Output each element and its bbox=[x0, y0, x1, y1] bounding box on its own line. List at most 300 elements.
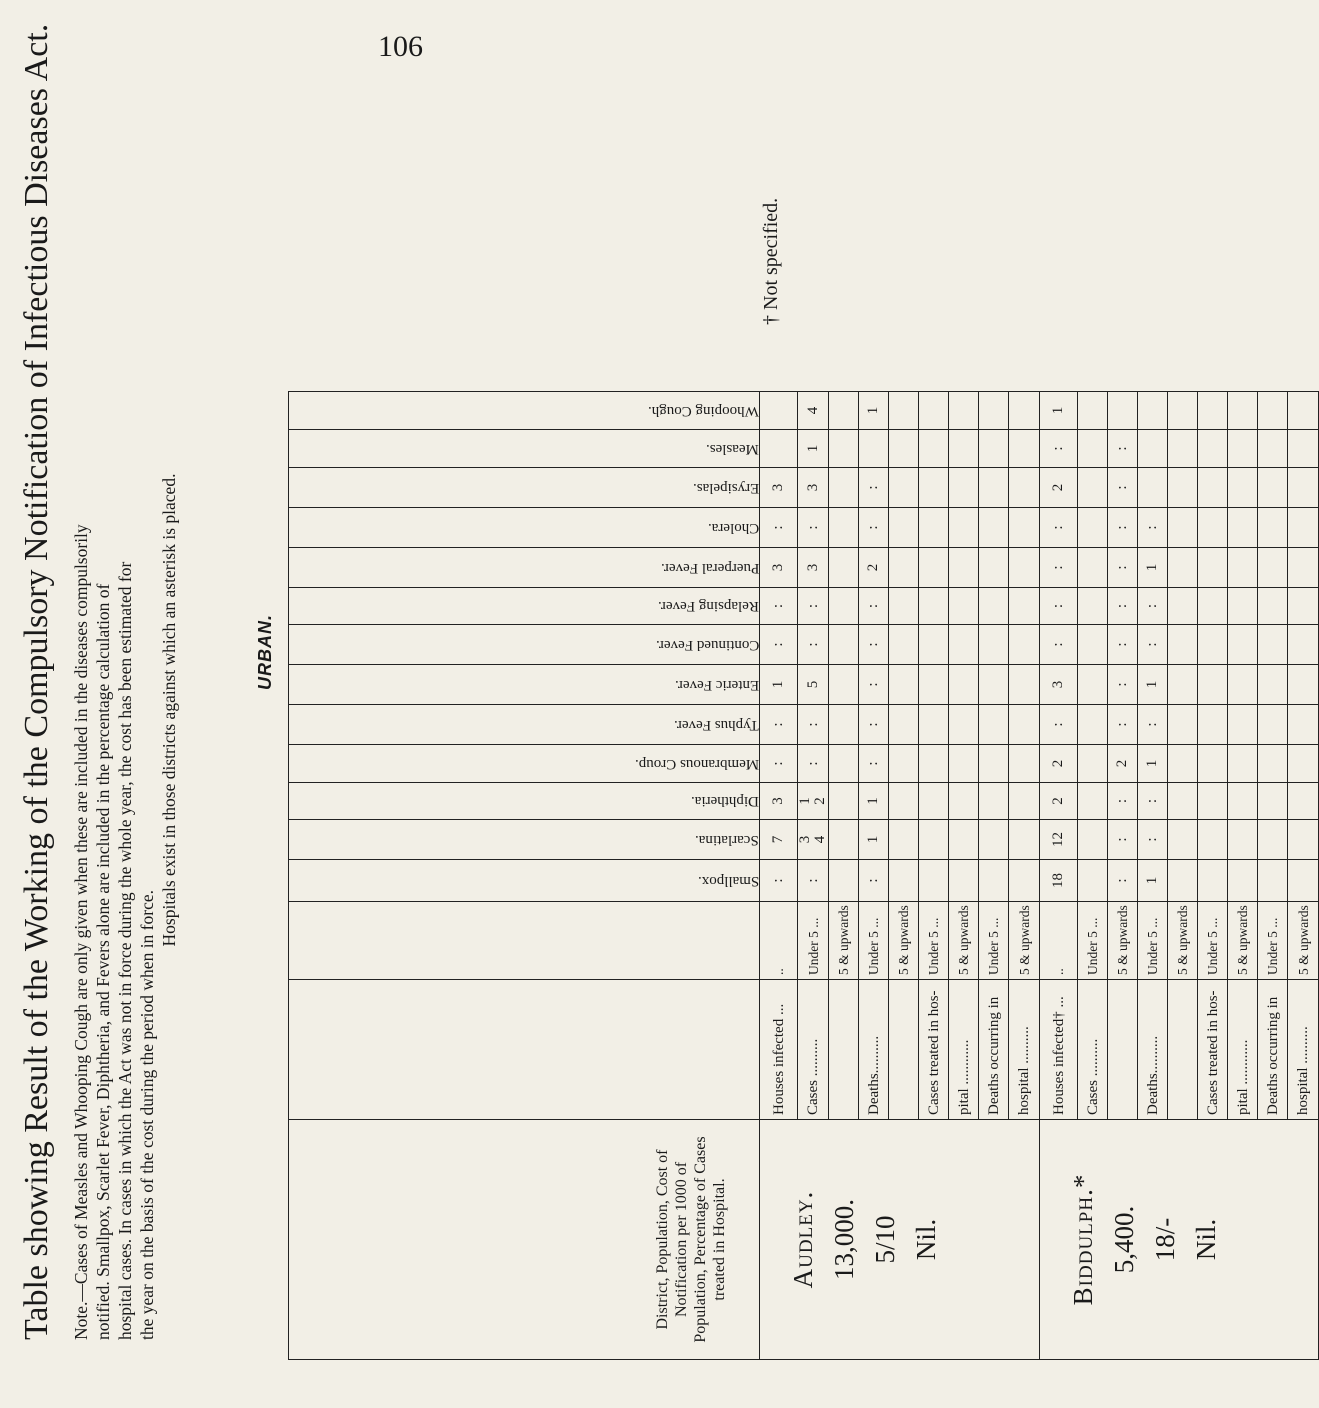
value-cell bbox=[919, 665, 949, 705]
cell-value: 5 bbox=[804, 680, 821, 689]
value-cell bbox=[1138, 783, 1168, 820]
value-cell bbox=[1078, 508, 1108, 548]
value-cell bbox=[1040, 783, 1078, 820]
value-cell bbox=[1009, 508, 1040, 548]
note-line: notified. Smallpox, Scarlet Fever, Diphtheria, and Fevers alone are included in the percentage calculation of bbox=[93, 583, 113, 1340]
age-group: 5 & upwards bbox=[1009, 902, 1040, 980]
value-cell bbox=[829, 548, 859, 588]
cell-value: 3 bbox=[770, 563, 786, 572]
value-cell bbox=[798, 625, 829, 665]
note-line: the year on the basis of the cost during the period when in force. bbox=[137, 889, 157, 1340]
value-cell bbox=[949, 783, 979, 820]
value-cell bbox=[1040, 588, 1078, 625]
value-cell bbox=[919, 588, 949, 625]
value-cell bbox=[798, 392, 829, 430]
cell-value: 1 bbox=[804, 444, 821, 453]
value-cell bbox=[1168, 705, 1198, 745]
value-cell bbox=[1108, 705, 1138, 745]
value-cell bbox=[1009, 745, 1040, 783]
cell-value: 1 bbox=[1144, 876, 1160, 885]
value-cell bbox=[829, 625, 859, 665]
age-group: 5 & upwards bbox=[1228, 902, 1258, 980]
value-cell bbox=[919, 745, 949, 783]
value-cell bbox=[829, 820, 859, 860]
value-cell bbox=[1040, 430, 1078, 468]
disease-name: Enteric Fever. bbox=[674, 677, 759, 693]
value-cell bbox=[919, 468, 949, 508]
value-cell bbox=[1258, 392, 1288, 430]
disease-column-header bbox=[289, 392, 760, 430]
value-cell bbox=[1138, 625, 1168, 665]
value-cell bbox=[798, 468, 829, 508]
value-cell bbox=[798, 548, 829, 588]
value-cell bbox=[889, 820, 919, 860]
row-label: pital ............ bbox=[949, 980, 979, 1120]
age-group: Under 5 ... bbox=[1198, 902, 1228, 980]
value-cell bbox=[1009, 430, 1040, 468]
value-cell bbox=[1040, 625, 1078, 665]
value-cell bbox=[1138, 392, 1168, 430]
value-cell bbox=[889, 860, 919, 902]
value-cell bbox=[949, 625, 979, 665]
value-cell bbox=[1108, 392, 1138, 430]
value-cell bbox=[1138, 705, 1168, 745]
cell-value: : bbox=[865, 603, 881, 609]
value-cell bbox=[798, 430, 829, 468]
row-label: pital ............ bbox=[1228, 980, 1258, 1120]
value-cell bbox=[798, 665, 829, 705]
row-label: hospital .......... bbox=[1009, 980, 1040, 1120]
value-cell bbox=[1078, 625, 1108, 665]
value-cell bbox=[1228, 860, 1258, 902]
value-cell bbox=[798, 508, 829, 548]
value-cell bbox=[1009, 548, 1040, 588]
district-value: 5/10 bbox=[870, 1215, 900, 1264]
value-cell bbox=[760, 705, 798, 745]
value-cell bbox=[829, 665, 859, 705]
cell-value: : bbox=[865, 761, 881, 766]
value-cell bbox=[889, 665, 919, 705]
value-cell bbox=[1228, 745, 1258, 783]
value-cell bbox=[979, 392, 1009, 430]
value-cell bbox=[1288, 588, 1319, 625]
cell-value: : bbox=[1050, 565, 1066, 570]
value-cell bbox=[1108, 745, 1138, 783]
disease-column-header bbox=[289, 745, 760, 783]
value-cell bbox=[1258, 588, 1288, 625]
value-cell bbox=[919, 392, 949, 430]
age-group: 5 & upwards bbox=[1288, 902, 1319, 980]
value-cell bbox=[760, 468, 798, 508]
value-cell bbox=[1198, 468, 1228, 508]
value-cell bbox=[798, 588, 829, 625]
cell-value: 4 bbox=[804, 406, 821, 415]
value-cell bbox=[1288, 705, 1319, 745]
value-cell bbox=[949, 820, 979, 860]
value-cell bbox=[1078, 745, 1108, 783]
value-cell bbox=[1009, 468, 1040, 508]
value-cell bbox=[859, 588, 889, 625]
value-cell bbox=[889, 705, 919, 745]
value-cell bbox=[1168, 820, 1198, 860]
cell-value: : bbox=[804, 525, 821, 530]
value-cell bbox=[1040, 548, 1078, 588]
value-cell bbox=[829, 468, 859, 508]
value-cell bbox=[1198, 625, 1228, 665]
cell-value: 2 bbox=[1050, 797, 1066, 805]
value-cell bbox=[1040, 392, 1078, 430]
cell-value: : bbox=[1114, 603, 1130, 609]
value-cell bbox=[1228, 468, 1258, 508]
age-group: Under 5 ... bbox=[798, 902, 829, 980]
value-cell bbox=[1228, 548, 1258, 588]
cell-value: : bbox=[1050, 446, 1066, 451]
cell-value: 2 bbox=[812, 797, 828, 805]
value-cell bbox=[859, 820, 889, 860]
value-cell bbox=[949, 665, 979, 705]
cell-value: 2 bbox=[865, 563, 881, 572]
value-cell bbox=[1040, 508, 1078, 548]
district-value: 5,400. bbox=[1109, 1205, 1139, 1274]
value-cell bbox=[859, 508, 889, 548]
value-cell bbox=[1108, 588, 1138, 625]
value-cell bbox=[1168, 783, 1198, 820]
value-cell bbox=[859, 430, 889, 468]
table-title: Table showing Result of the Working of the Compulsory Notification of Infectious Diseases Act. bbox=[18, 23, 55, 1340]
value-cell bbox=[949, 430, 979, 468]
row-label: Deaths occurring in bbox=[979, 980, 1009, 1120]
value-cell bbox=[760, 745, 798, 783]
disease-column-header bbox=[289, 468, 760, 508]
value-cell bbox=[919, 548, 949, 588]
cell-value: : bbox=[770, 525, 786, 530]
row-label: Cases .......... bbox=[798, 980, 829, 1120]
value-cell bbox=[1009, 625, 1040, 665]
value-cell bbox=[1138, 745, 1168, 783]
value-cell bbox=[979, 468, 1009, 508]
disease-column-header bbox=[289, 625, 760, 665]
district-value: Nil. bbox=[1191, 1218, 1221, 1261]
value-cell bbox=[1288, 625, 1319, 665]
value-cell bbox=[979, 625, 1009, 665]
value-cell bbox=[829, 705, 859, 745]
district-value: 18/- bbox=[1150, 1217, 1180, 1262]
value-cell bbox=[979, 820, 1009, 860]
cell-value: 2 bbox=[1050, 483, 1066, 492]
value-cell bbox=[919, 508, 949, 548]
value-cell bbox=[1168, 548, 1198, 588]
value-cell bbox=[1228, 705, 1258, 745]
disease-column-header bbox=[289, 588, 760, 625]
value-cell bbox=[979, 430, 1009, 468]
item-header bbox=[289, 980, 760, 1120]
value-cell bbox=[1168, 392, 1198, 430]
value-cell bbox=[1138, 588, 1168, 625]
age-group: Under 5 ... bbox=[1258, 902, 1288, 980]
age-group: 5 & upwards bbox=[1168, 902, 1198, 980]
value-cell bbox=[1040, 820, 1078, 860]
row-label bbox=[829, 980, 859, 1120]
value-cell bbox=[1288, 508, 1319, 548]
value-cell bbox=[889, 508, 919, 548]
value-cell bbox=[1138, 820, 1168, 860]
value-cell bbox=[1138, 430, 1168, 468]
cell-value: : bbox=[804, 722, 821, 727]
row-label: Cases treated in hos- bbox=[919, 980, 949, 1120]
disease-name: Relapsing Fever. bbox=[658, 598, 759, 615]
value-cell bbox=[760, 783, 798, 820]
district-header: District, Population, Cost of Notification per 1000 of Population, Percentage of Cases treated in Hospital. bbox=[289, 1120, 760, 1360]
row-label: hospital .......... bbox=[1288, 980, 1319, 1120]
value-cell bbox=[1108, 430, 1138, 468]
disease-column-header bbox=[289, 665, 760, 705]
value-cell bbox=[1108, 820, 1138, 860]
value-cell bbox=[760, 625, 798, 665]
value-cell bbox=[979, 508, 1009, 548]
value-cell bbox=[829, 860, 859, 902]
value-cell bbox=[1040, 468, 1078, 508]
value-cell bbox=[1168, 430, 1198, 468]
value-cell bbox=[1078, 430, 1108, 468]
value-cell bbox=[1009, 392, 1040, 430]
cell-value: : bbox=[1144, 603, 1160, 609]
note-line: hospital cases. In cases in which the Act was not in force during the whole year, the cost has been estimated for bbox=[115, 561, 135, 1340]
value-cell bbox=[1108, 468, 1138, 508]
cell-value: : bbox=[1114, 642, 1130, 647]
value-cell bbox=[1288, 392, 1319, 430]
value-cell bbox=[1258, 625, 1288, 665]
disease-column-header bbox=[289, 548, 760, 588]
value-cell bbox=[1009, 588, 1040, 625]
cell-value: : bbox=[1144, 837, 1160, 842]
note-line: Note.—Cases of Measles and Whooping Cough are only given when these are included in the diseases compulsorily bbox=[71, 524, 91, 1340]
value-cell bbox=[798, 705, 829, 745]
cell-value: : bbox=[1114, 837, 1130, 842]
value-cell bbox=[798, 745, 829, 783]
cell-value: 3 bbox=[804, 563, 821, 572]
value-cell bbox=[949, 508, 979, 548]
value-cell bbox=[889, 468, 919, 508]
value-cell bbox=[979, 705, 1009, 745]
value-cell bbox=[1009, 820, 1040, 860]
value-cell bbox=[1138, 508, 1168, 548]
disease-name: Diphtheria. bbox=[691, 793, 759, 810]
cell-value: : bbox=[1114, 485, 1130, 490]
value-cell bbox=[829, 783, 859, 820]
cell-value: 1 bbox=[1144, 680, 1160, 689]
value-cell bbox=[1078, 665, 1108, 705]
value-cell bbox=[859, 705, 889, 745]
value-cell bbox=[859, 665, 889, 705]
value-cell bbox=[1258, 548, 1288, 588]
cell-value: 18 bbox=[1050, 873, 1066, 888]
age-group: 5 & upwards bbox=[889, 902, 919, 980]
age-group: Under 5 ... bbox=[859, 902, 889, 980]
value-cell bbox=[1198, 745, 1228, 783]
district-name: Biddulph.* bbox=[1068, 1173, 1098, 1306]
district-cell bbox=[760, 1120, 1040, 1360]
value-cell bbox=[760, 588, 798, 625]
value-cell bbox=[1258, 665, 1288, 705]
value-cell bbox=[1009, 860, 1040, 902]
value-cell bbox=[919, 860, 949, 902]
disease-column-header bbox=[289, 820, 760, 860]
value-cell bbox=[949, 588, 979, 625]
cell-value: 12 bbox=[1050, 832, 1066, 847]
cell-value: 1 bbox=[797, 797, 813, 805]
value-cell bbox=[949, 860, 979, 902]
value-cell bbox=[889, 430, 919, 468]
value-cell bbox=[760, 508, 798, 548]
value-cell bbox=[1288, 430, 1319, 468]
page-number: 106 bbox=[378, 30, 423, 63]
value-cell bbox=[829, 430, 859, 468]
value-cell bbox=[859, 468, 889, 508]
value-cell bbox=[1258, 783, 1288, 820]
cell-value: 3 bbox=[797, 835, 813, 844]
cell-value: : bbox=[770, 722, 786, 727]
disease-column-header bbox=[289, 705, 760, 745]
value-cell bbox=[760, 548, 798, 588]
cell-value: 1 bbox=[1144, 563, 1160, 572]
age-group: 5 & upwards bbox=[829, 902, 859, 980]
value-cell bbox=[979, 588, 1009, 625]
cell-value: : bbox=[1114, 525, 1130, 530]
cell-value: : bbox=[770, 878, 786, 883]
disease-name: Scarlatina. bbox=[695, 832, 759, 848]
cell-value: : bbox=[1114, 682, 1130, 687]
value-cell bbox=[1138, 860, 1168, 902]
value-cell bbox=[1228, 665, 1258, 705]
value-cell bbox=[979, 745, 1009, 783]
cell-value: : bbox=[1050, 722, 1066, 727]
value-cell bbox=[859, 548, 889, 588]
value-cell bbox=[1228, 508, 1258, 548]
value-cell bbox=[1108, 548, 1138, 588]
value-cell bbox=[829, 392, 859, 430]
cell-value: 1 bbox=[770, 680, 786, 689]
value-cell bbox=[798, 860, 829, 902]
cell-value: : bbox=[1050, 603, 1066, 609]
value-cell bbox=[979, 548, 1009, 588]
age-group: 5 & upwards bbox=[1108, 902, 1138, 980]
value-cell bbox=[1009, 665, 1040, 705]
cell-value: : bbox=[804, 761, 821, 766]
disease-name: Membranous Croup. bbox=[634, 756, 759, 772]
cell-value: 3 bbox=[770, 797, 786, 805]
row-label bbox=[1108, 980, 1138, 1120]
disease-column-header bbox=[289, 783, 760, 820]
row-label: Cases .......... bbox=[1078, 980, 1108, 1120]
cell-value: 7 bbox=[770, 835, 786, 844]
value-cell bbox=[1138, 468, 1168, 508]
disease-name: Erysipelas. bbox=[692, 480, 759, 496]
value-cell bbox=[1078, 705, 1108, 745]
cell-value: : bbox=[804, 603, 821, 609]
disease-name: Puerperal Fever. bbox=[660, 560, 759, 576]
value-cell bbox=[1288, 860, 1319, 902]
cell-value: 3 bbox=[804, 483, 821, 492]
value-cell bbox=[1198, 548, 1228, 588]
value-cell bbox=[1168, 588, 1198, 625]
value-cell bbox=[979, 783, 1009, 820]
cell-value: : bbox=[1144, 722, 1160, 727]
cell-value: : bbox=[770, 761, 786, 766]
value-cell bbox=[859, 745, 889, 783]
value-cell bbox=[1078, 783, 1108, 820]
value-cell bbox=[1258, 860, 1288, 902]
value-cell bbox=[1168, 860, 1198, 902]
value-cell bbox=[1198, 430, 1228, 468]
value-cell bbox=[1108, 860, 1138, 902]
cell-value: 3 bbox=[770, 483, 786, 492]
value-cell bbox=[1108, 665, 1138, 705]
value-cell bbox=[1198, 665, 1228, 705]
value-cell bbox=[919, 430, 949, 468]
age-group: Under 5 ... bbox=[919, 902, 949, 980]
value-cell bbox=[859, 392, 889, 430]
row-label bbox=[1168, 980, 1198, 1120]
district-name: Audley. bbox=[788, 1190, 818, 1289]
district-value: Nil. bbox=[911, 1218, 941, 1261]
district-cell bbox=[1040, 1120, 1319, 1360]
value-cell bbox=[1288, 745, 1319, 783]
value-cell bbox=[859, 625, 889, 665]
value-cell bbox=[1228, 430, 1258, 468]
value-cell bbox=[1288, 548, 1319, 588]
age-header bbox=[289, 902, 760, 980]
value-cell bbox=[1078, 548, 1108, 588]
value-cell bbox=[1168, 508, 1198, 548]
value-cell bbox=[1040, 705, 1078, 745]
disease-name: Smallpox. bbox=[697, 873, 759, 889]
value-cell bbox=[1198, 508, 1228, 548]
notification-table bbox=[288, 391, 1319, 1360]
cell-value: 1 bbox=[865, 797, 881, 805]
cell-value: : bbox=[865, 485, 881, 490]
value-cell bbox=[1078, 392, 1108, 430]
cell-value: 1 bbox=[1144, 759, 1160, 768]
value-cell bbox=[889, 783, 919, 820]
value-cell bbox=[949, 548, 979, 588]
value-cell bbox=[1138, 548, 1168, 588]
cell-value: : bbox=[770, 603, 786, 609]
value-cell bbox=[1198, 392, 1228, 430]
value-cell bbox=[1288, 468, 1319, 508]
value-cell bbox=[1078, 820, 1108, 860]
age-group: Under 5 ... bbox=[1078, 902, 1108, 980]
row-label: Houses infected† ... bbox=[1040, 980, 1078, 1120]
value-cell bbox=[919, 625, 949, 665]
age-group: 5 & upwards bbox=[949, 902, 979, 980]
row-label: Houses infected ... bbox=[760, 980, 798, 1120]
value-cell bbox=[1108, 783, 1138, 820]
section-label: URBAN. bbox=[255, 614, 275, 690]
cell-value: : bbox=[1114, 565, 1130, 570]
value-cell bbox=[1258, 745, 1288, 783]
cell-value: : bbox=[865, 642, 881, 647]
value-cell bbox=[829, 588, 859, 625]
value-cell bbox=[949, 745, 979, 783]
value-cell bbox=[760, 820, 798, 860]
value-cell bbox=[859, 783, 889, 820]
cell-value: 4 bbox=[812, 835, 828, 844]
disease-name: Continued Fever. bbox=[655, 637, 759, 653]
table-row bbox=[1040, 392, 1078, 1360]
row-label: Deaths.......... bbox=[859, 980, 889, 1120]
row-label bbox=[889, 980, 919, 1120]
cell-value: 1 bbox=[865, 406, 881, 415]
